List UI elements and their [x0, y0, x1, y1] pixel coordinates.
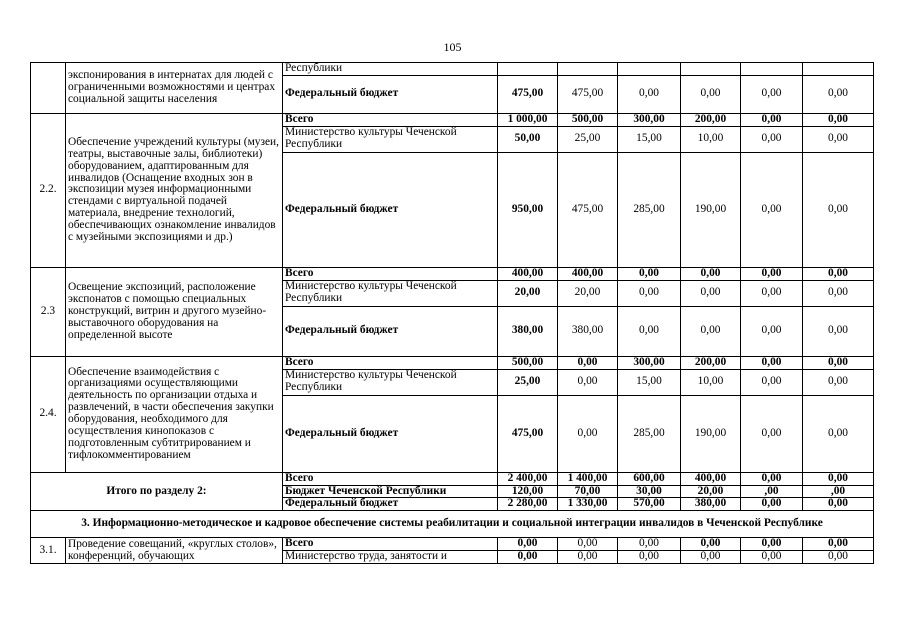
- value-cell: 0,00: [618, 75, 681, 113]
- section-total-label: Итого по разделу 2:: [31, 472, 283, 511]
- section-heading: 3. Информационно-методическое и кадровое обеспечение системы реабилитации и социальной интеграции инвалидов в Чеченской Республике: [31, 511, 874, 538]
- value-cell: 0,00: [803, 538, 874, 551]
- table-row: [31, 538, 874, 551]
- table-row: [31, 356, 874, 369]
- value-cell: 2 280,00: [498, 498, 558, 511]
- value-cell: 380,00: [498, 306, 558, 356]
- funding-source: Федеральный бюджет: [283, 498, 498, 511]
- value-cell: 0,00: [681, 75, 741, 113]
- value-cell: 0,00: [681, 267, 741, 280]
- value-cell: 25,00: [558, 126, 618, 152]
- value-cell: 380,00: [558, 306, 618, 356]
- table-row: [31, 511, 874, 538]
- funding-source: Всего: [283, 356, 498, 369]
- funding-source: Федеральный бюджет: [283, 75, 498, 113]
- value-cell: 0,00: [803, 280, 874, 306]
- funding-source: Всего: [283, 472, 498, 485]
- value-cell: 1 400,00: [558, 472, 618, 485]
- value-cell: 0,00: [741, 113, 803, 126]
- value-cell: 475,00: [558, 152, 618, 267]
- value-cell: 190,00: [681, 152, 741, 267]
- value-cell: 0,00: [618, 551, 681, 564]
- value-cell: 570,00: [618, 498, 681, 511]
- item-description: Обеспечение учреждений культуры (музеи, театры, выставочные залы, библиотеки) оборудованием, адаптированным для инвалидов (Оснащение входных зон в экспозиции музея информационными стендами с виртуальной подачей материала, внедрение технологий, обеспечивающих ознакомление инвалидов с музейными экспозициями и др.): [66, 113, 283, 267]
- item-number: 3.1.: [31, 538, 66, 564]
- value-cell: ,00: [803, 485, 874, 498]
- item-description: Обеспечение взаимодействия с организациями осуществляющими деятельность по организации отдыха и развлечений, в части обеспечения закупки оборудования, необходимого для осуществления кинопоказов с подготовленным субтитрированием и тифлокомментированием: [66, 356, 283, 472]
- value-cell: 0,00: [803, 113, 874, 126]
- value-cell: 1 000,00: [498, 113, 558, 126]
- item-number: 2.4.: [31, 356, 66, 472]
- value-cell: 0,00: [741, 369, 803, 395]
- item-number: 2.3: [31, 267, 66, 356]
- funding-source: Бюджет Чеченской Республики: [283, 485, 498, 498]
- value-cell: 120,00: [498, 485, 558, 498]
- value-cell: 2 400,00: [498, 472, 558, 485]
- value-cell: 300,00: [618, 356, 681, 369]
- value-cell: ,00: [741, 485, 803, 498]
- value-cell: 0,00: [741, 356, 803, 369]
- item-number: 2.2.: [31, 113, 66, 267]
- funding-source: Министерство культуры Чеченской Республики: [283, 369, 498, 395]
- value-cell: 0,00: [741, 126, 803, 152]
- value-cell: 0,00: [558, 538, 618, 551]
- item-description: экспонирования в интернатах для людей с ограниченными возможностями и центрах социальной защиты населения: [66, 63, 283, 114]
- value-cell: 0,00: [558, 395, 618, 472]
- value-cell: 190,00: [681, 395, 741, 472]
- funding-source: Министерство культуры Чеченской Республики: [283, 280, 498, 306]
- value-cell: 0,00: [558, 369, 618, 395]
- table-row: [31, 113, 874, 126]
- item-number-cell: [31, 63, 66, 114]
- value-cell: 950,00: [498, 152, 558, 267]
- value-cell: 0,00: [803, 126, 874, 152]
- funding-source: Всего: [283, 113, 498, 126]
- value-cell: 0,00: [803, 551, 874, 564]
- value-cell: 1 330,00: [558, 498, 618, 511]
- table-row: [31, 267, 874, 280]
- value-cell: 15,00: [618, 369, 681, 395]
- funding-source: Министерство труда, занятости и: [283, 551, 498, 564]
- value-cell: 0,00: [741, 551, 803, 564]
- value-cell: 0,00: [618, 538, 681, 551]
- value-cell: 0,00: [498, 551, 558, 564]
- funding-source: Всего: [283, 538, 498, 551]
- value-cell: 0,00: [741, 472, 803, 485]
- value-cell: 200,00: [681, 113, 741, 126]
- funding-source: Федеральный бюджет: [283, 152, 498, 267]
- value-cell: 10,00: [681, 126, 741, 152]
- value-cell: 25,00: [498, 369, 558, 395]
- value-cell: 285,00: [618, 152, 681, 267]
- value-cell: 0,00: [618, 267, 681, 280]
- value-cell: 0,00: [741, 395, 803, 472]
- value-cell: 0,00: [803, 152, 874, 267]
- value-cell: 0,00: [803, 498, 874, 511]
- funding-source: Республики: [283, 63, 498, 76]
- item-description: Освещение экспозиций, расположение экспонатов с помощью специальных конструкций, витрин и другого музейно-выставочного оборудования на определенной высоте: [66, 267, 283, 356]
- value-cell: 30,00: [618, 485, 681, 498]
- budget-table: [30, 62, 874, 564]
- item-description: Проведение совещаний, «круглых столов», конференций, обучающих: [66, 538, 283, 564]
- value-cell: 285,00: [618, 395, 681, 472]
- value-cell: 400,00: [498, 267, 558, 280]
- value-cell: 20,00: [498, 280, 558, 306]
- funding-source: Министерство культуры Чеченской Республики: [283, 126, 498, 152]
- page-number: 105: [443, 40, 462, 54]
- value-cell: 0,00: [803, 356, 874, 369]
- value-cell: 0,00: [681, 551, 741, 564]
- value-cell: 0,00: [803, 306, 874, 356]
- value-cell: 0,00: [681, 280, 741, 306]
- value-cell: 0,00: [681, 538, 741, 551]
- value-cell: 500,00: [558, 113, 618, 126]
- value-cell: 20,00: [558, 280, 618, 306]
- value-cell: 20,00: [681, 485, 741, 498]
- value-cell: 0,00: [741, 280, 803, 306]
- funding-source: Федеральный бюджет: [283, 306, 498, 356]
- table-row: [31, 63, 874, 76]
- value-cell: 50,00: [498, 126, 558, 152]
- value-cell: 0,00: [558, 356, 618, 369]
- value-cell: 0,00: [741, 538, 803, 551]
- value-cell: 0,00: [618, 280, 681, 306]
- value-cell: 300,00: [618, 113, 681, 126]
- funding-source: Всего: [283, 267, 498, 280]
- value-cell: 0,00: [803, 75, 874, 113]
- value-cell: 0,00: [498, 538, 558, 551]
- value-cell: 0,00: [803, 395, 874, 472]
- value-cell: 475,00: [498, 75, 558, 113]
- value-cell: 200,00: [681, 356, 741, 369]
- value-cell: 600,00: [618, 472, 681, 485]
- value-cell: 500,00: [498, 356, 558, 369]
- value-cell: 0,00: [803, 472, 874, 485]
- table-row: [31, 472, 874, 485]
- funding-source: Федеральный бюджет: [283, 395, 498, 472]
- value-cell: 0,00: [741, 498, 803, 511]
- value-cell: 0,00: [803, 369, 874, 395]
- value-cell: 0,00: [618, 306, 681, 356]
- value-cell: 0,00: [558, 551, 618, 564]
- value-cell: 400,00: [681, 472, 741, 485]
- value-cell: 0,00: [741, 75, 803, 113]
- value-cell: 380,00: [681, 498, 741, 511]
- value-cell: 400,00: [558, 267, 618, 280]
- value-cell: 475,00: [498, 395, 558, 472]
- value-cell: 0,00: [681, 306, 741, 356]
- value-cell: 0,00: [803, 267, 874, 280]
- value-cell: 0,00: [741, 306, 803, 356]
- value-cell: 0,00: [741, 267, 803, 280]
- value-cell: 475,00: [558, 75, 618, 113]
- value-cell: 15,00: [618, 126, 681, 152]
- value-cell: 0,00: [741, 152, 803, 267]
- value-cell: 70,00: [558, 485, 618, 498]
- value-cell: 10,00: [681, 369, 741, 395]
